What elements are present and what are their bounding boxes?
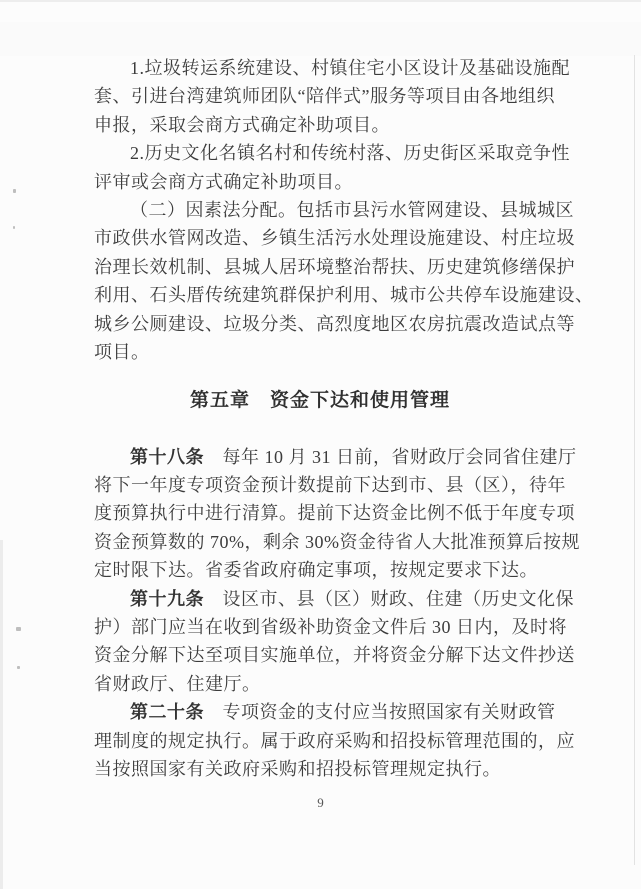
article-18-label: 第十八条	[130, 446, 204, 467]
body-line: 市政供水管网改造、乡镇生活污水处理设施建设、村庄垃圾	[94, 228, 575, 249]
article-20-label: 第二十条	[130, 702, 204, 723]
scan-speck	[13, 189, 16, 193]
scan-speck	[17, 666, 20, 669]
scan-band	[0, 22, 641, 56]
body-line: 当按照国家有关政府采购和招投标管理规定执行。	[94, 758, 501, 779]
paragraph-factor-allocation	[94, 196, 594, 366]
article-20	[94, 698, 575, 783]
body-line: 1.垃圾转运系统建设、村镇住宅小区设计及基础设施配	[130, 58, 570, 78]
body-line: 护）部门应当在收到省级补助资金文件后 30 日内，及时将	[94, 617, 567, 638]
body-line: 资金分解下达至项目实施单位，并将资金分解下达文件抄送	[94, 645, 575, 666]
body-line: 资金预算数的 70%，剩余 30%资金待省人大批准预算后按规	[94, 531, 580, 552]
article-18-first-line: 每年 10 月 31 日前，省财政厅会同省住建厅	[204, 446, 577, 467]
body-line: 理制度的规定执行。属于政府采购和招投标管理范围的，应	[94, 730, 575, 751]
body-line: 2.历史文化名镇名村和传统村落、历史街区采取竞争性	[130, 143, 570, 164]
body-line: 度预算执行中进行清算。提前下达资金比例不低于年度专项	[94, 503, 575, 524]
paragraph-item-1	[94, 54, 570, 139]
body-line: 将下一年度专项资金预计数提前下达到市、县（区），待年	[94, 475, 566, 496]
body-line: 定时限下达。省委省政府确定事项，按规定要求下达。	[94, 560, 538, 581]
article-19-first-line: 设区市、县（区）财政、住建（历史文化保	[204, 588, 574, 609]
body-line: 套、引进台湾建筑师团队“陪伴式”服务等项目由各地组织	[94, 86, 555, 107]
body-line	[94, 443, 577, 471]
document-body	[94, 54, 594, 783]
body-line: 治理长效机制、县城人居环境整治帮扶、历史建筑修缮保护	[94, 256, 575, 277]
article-18	[94, 443, 580, 585]
article-19-label: 第十九条	[130, 588, 204, 609]
article-20-first-line: 专项资金的支付应当按照国家有关财政管	[204, 702, 556, 723]
body-line	[94, 585, 574, 613]
chapter-heading: 第五章 资金下达和使用管理	[189, 390, 450, 412]
article-19	[94, 585, 575, 699]
body-line: （二）因素法分配。包括市县污水管网建设、县城城区	[130, 199, 574, 220]
scan-edge-right	[634, 55, 635, 865]
paragraph-item-2	[94, 139, 570, 196]
body-line: 城乡公厕建设、垃圾分类、高烈度地区农房抗震改造试点等	[94, 313, 575, 334]
scan-edge-top	[0, 0, 641, 2]
body-line: 利用、石头厝传统建筑群保护利用、城市公共停车设施建设、	[94, 285, 594, 306]
body-line: 评审或会商方式确定补助项目。	[94, 171, 353, 192]
body-line: 项目。	[94, 341, 150, 362]
page-number: 9	[317, 795, 324, 810]
body-line: 申报，采取会商方式确定补助项目。	[94, 114, 390, 135]
scan-speck	[13, 226, 15, 229]
body-line	[94, 698, 556, 726]
body-line: 省财政厅、住建厅。	[94, 673, 261, 694]
scan-edge-left	[0, 540, 3, 889]
scan-speck	[16, 627, 21, 631]
